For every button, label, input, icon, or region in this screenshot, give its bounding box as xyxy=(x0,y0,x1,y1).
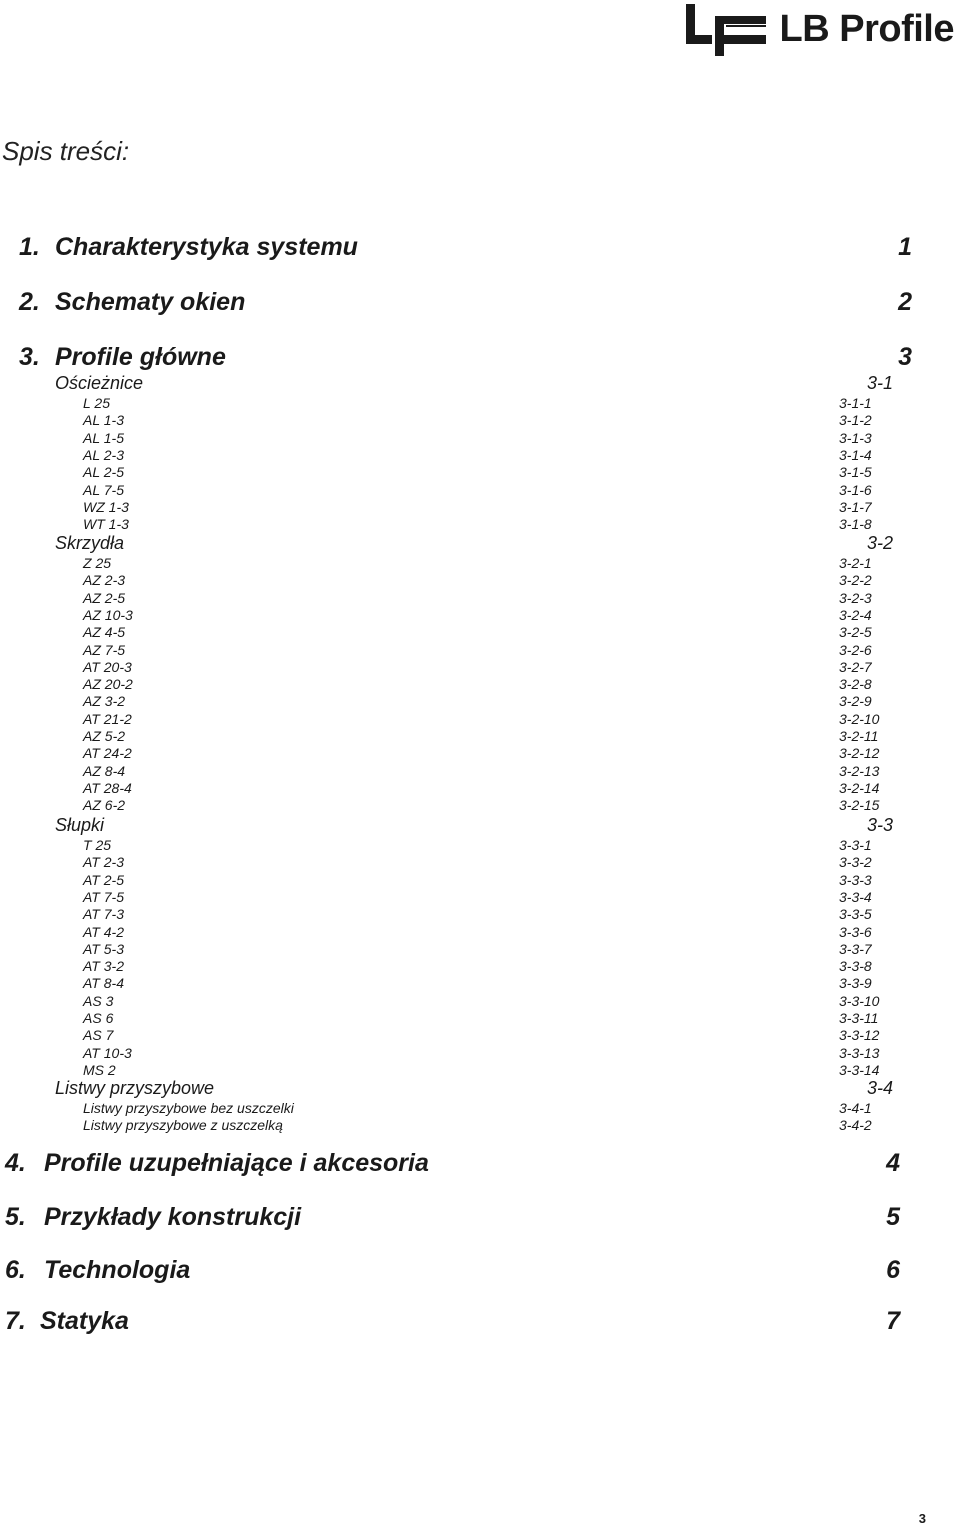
toc-section xyxy=(0,233,960,263)
toc-item xyxy=(0,958,960,975)
toc-item-page: 3-2-12 xyxy=(839,745,880,762)
toc-subsection-page: 3-1 xyxy=(867,373,894,393)
toc-item-page: 3-2-8 xyxy=(839,676,872,693)
toc-item-page: 3-1-3 xyxy=(839,429,872,446)
toc-item-page: 3-2-13 xyxy=(839,762,880,779)
toc-item-page: 3-4-1 xyxy=(839,1100,872,1116)
toc-section-title: Przykłady konstrukcji xyxy=(44,1203,302,1231)
toc-item-title: T 25 xyxy=(83,837,112,853)
toc-section-title: Schematy okien xyxy=(55,288,246,316)
toc-item xyxy=(0,1117,960,1134)
toc-item-title: AZ 8-4 xyxy=(83,762,126,779)
toc-item-title: AS 7 xyxy=(83,1027,114,1044)
toc-item-page: 3-3-13 xyxy=(839,1044,880,1061)
toc-item-page: 3-1-2 xyxy=(839,412,872,429)
toc-item xyxy=(0,1045,960,1062)
toc-subsection-page: 3-3 xyxy=(867,815,894,835)
toc-item-page: 3-2-5 xyxy=(839,624,872,641)
toc-section-title: Profile uzupełniające i akcesoria xyxy=(44,1149,429,1177)
toc-item-title: AT 4-2 xyxy=(83,923,124,940)
toc-item-page: 3-3-7 xyxy=(839,940,872,957)
toc-item xyxy=(0,464,960,481)
toc-item xyxy=(0,797,960,814)
toc-item-page: 3-4-2 xyxy=(839,1117,872,1134)
toc-item-title: AZ 20-2 xyxy=(83,676,133,693)
toc-item-title: AT 3-2 xyxy=(83,958,124,975)
toc-item-page: 3-1-6 xyxy=(839,481,872,498)
toc-item xyxy=(0,395,960,412)
toc-item xyxy=(0,837,960,854)
toc-item-title: AT 2-5 xyxy=(83,871,124,888)
toc-section-number: 2. xyxy=(19,288,40,316)
toc-item-page: 3-2-15 xyxy=(839,797,880,814)
toc-item-title: Listwy przyszybowe bez uszczelki xyxy=(83,1100,294,1116)
toc-item xyxy=(0,693,960,710)
toc-item-title: AZ 2-5 xyxy=(83,589,126,606)
toc-section xyxy=(0,1203,960,1233)
toc-item-page: 3-3-11 xyxy=(839,1010,879,1026)
toc-item-title: AT 7-3 xyxy=(83,906,124,923)
toc-item-title: WZ 1-3 xyxy=(83,498,129,515)
toc-item xyxy=(0,1100,960,1117)
toc-item xyxy=(0,889,960,906)
toc-item-page: 3-3-6 xyxy=(839,923,872,940)
toc-section-number: 5. xyxy=(5,1203,26,1231)
toc-subsection-title: Słupki xyxy=(55,815,105,835)
toc-section-page: 6 xyxy=(886,1256,900,1284)
toc-section-page: 3 xyxy=(898,343,912,371)
toc-item-page: 3-2-1 xyxy=(839,555,872,571)
toc-item-title: L 25 xyxy=(83,395,110,411)
toc-subsection-title: Listwy przyszybowe xyxy=(55,1078,215,1098)
toc-item xyxy=(0,745,960,762)
toc-section-title: Technologia xyxy=(44,1256,191,1284)
toc-item-title: AS 3 xyxy=(83,992,114,1009)
toc-item xyxy=(0,1062,960,1079)
toc-item-title: AL 2-3 xyxy=(83,446,124,463)
toc-item xyxy=(0,711,960,728)
toc-item-page: 3-2-11 xyxy=(839,728,879,744)
toc-section xyxy=(0,1256,960,1286)
toc-item-page: 3-2-14 xyxy=(839,779,880,796)
toc-item-page: 3-1-8 xyxy=(839,516,872,533)
toc-item xyxy=(0,924,960,941)
toc-section-number: 6. xyxy=(5,1256,26,1284)
toc-item xyxy=(0,975,960,992)
toc-section-page: 5 xyxy=(886,1203,900,1231)
toc-section-page: 7 xyxy=(886,1307,900,1335)
toc-item-title: Listwy przyszybowe z uszczelką xyxy=(83,1117,283,1134)
toc-item xyxy=(0,1027,960,1044)
toc-item-page: 3-3-2 xyxy=(839,854,872,871)
toc-item xyxy=(0,993,960,1010)
toc-item-title: AT 7-5 xyxy=(83,888,124,905)
toc-section-page: 2 xyxy=(898,288,912,316)
toc-item-page: 3-3-10 xyxy=(839,992,880,1009)
toc-title: Spis treści: xyxy=(2,136,130,166)
toc-section xyxy=(0,1149,960,1179)
toc-item-page: 3-3-1 xyxy=(839,837,872,853)
toc-item xyxy=(0,659,960,676)
toc-item-title: AZ 2-3 xyxy=(83,572,126,589)
toc-item xyxy=(0,482,960,499)
toc-item-page: 3-2-2 xyxy=(839,572,872,589)
toc-item-page: 3-2-7 xyxy=(839,658,872,675)
toc-item-page: 3-3-5 xyxy=(839,906,872,923)
toc-item-title: AS 6 xyxy=(83,1010,114,1026)
toc-subsection xyxy=(0,815,960,837)
toc-subsection-page: 3-2 xyxy=(867,533,894,553)
toc-item-page: 3-3-8 xyxy=(839,958,872,975)
toc-item xyxy=(0,555,960,572)
toc-subsection xyxy=(0,1078,960,1100)
toc-item-page: 3-1-5 xyxy=(839,464,872,481)
toc-item-page: 3-1-7 xyxy=(839,498,872,515)
toc-item xyxy=(0,642,960,659)
toc-item-page: 3-2-3 xyxy=(839,589,872,606)
toc-item-title: AL 2-5 xyxy=(83,464,124,481)
toc-item-title: MS 2 xyxy=(83,1061,116,1078)
toc-item-page: 3-2-9 xyxy=(839,693,872,710)
toc-item-page: 3-2-6 xyxy=(839,641,872,658)
brand-logo xyxy=(686,2,954,56)
toc-item-page: 3-1-1 xyxy=(839,395,872,411)
toc-section-number: 1. xyxy=(19,233,40,261)
toc-item-title: AZ 6-2 xyxy=(83,797,126,814)
toc-item xyxy=(0,447,960,464)
toc-subsection-title: Skrzydła xyxy=(55,533,125,553)
toc-item xyxy=(0,516,960,533)
toc-item-title: WT 1-3 xyxy=(83,516,129,533)
toc-section-page: 4 xyxy=(886,1149,900,1177)
toc-item-title: AT 10-3 xyxy=(83,1044,132,1061)
toc-item-page: 3-3-3 xyxy=(839,871,872,888)
toc-item xyxy=(0,941,960,958)
toc-item-page: 3-1-4 xyxy=(839,446,872,463)
toc-section-number: 7. xyxy=(5,1307,26,1335)
toc-item-title: AT 2-3 xyxy=(83,854,124,871)
toc-item xyxy=(0,780,960,797)
toc-item xyxy=(0,763,960,780)
toc-item-title: AT 5-3 xyxy=(83,940,124,957)
toc-item xyxy=(0,607,960,624)
toc-item-title: AZ 10-3 xyxy=(83,606,133,623)
toc-item xyxy=(0,854,960,871)
toc-item xyxy=(0,728,960,745)
toc-item-title: AL 1-5 xyxy=(83,429,124,446)
toc-item xyxy=(0,676,960,693)
toc-item-page: 3-3-9 xyxy=(839,975,872,992)
toc-section-title: Statyka xyxy=(40,1307,129,1335)
toc-item-title: AL 1-3 xyxy=(83,412,124,429)
toc-item-title: AT 21-2 xyxy=(83,710,132,727)
toc-item-title: AT 20-3 xyxy=(83,658,132,675)
toc-item-title: AZ 4-5 xyxy=(83,624,126,641)
toc-item xyxy=(0,906,960,923)
toc-item-title: AT 28-4 xyxy=(83,779,132,796)
toc-item-title: AZ 5-2 xyxy=(83,728,126,744)
toc-item xyxy=(0,1010,960,1027)
toc-item xyxy=(0,872,960,889)
toc-section-title: Charakterystyka systemu xyxy=(55,233,358,261)
toc-item-title: AL 7-5 xyxy=(83,481,124,498)
toc-item-page: 3-3-12 xyxy=(839,1027,880,1044)
toc-section-number: 4. xyxy=(5,1149,26,1177)
toc-item-title: AT 24-2 xyxy=(83,745,132,762)
toc-section-page: 1 xyxy=(898,233,912,261)
toc-item xyxy=(0,412,960,429)
toc-item-page: 3-2-10 xyxy=(839,710,880,727)
toc-section xyxy=(0,343,960,373)
toc-item xyxy=(0,572,960,589)
toc-subsection-title: Ościeżnice xyxy=(55,373,144,393)
lb-logo-icon xyxy=(686,2,766,56)
toc-section-title: Profile główne xyxy=(55,343,226,371)
toc-item-page: 3-3-14 xyxy=(839,1061,880,1078)
toc-item-page: 3-3-4 xyxy=(839,888,872,905)
toc-item-title: AZ 7-5 xyxy=(83,641,126,658)
toc-item xyxy=(0,430,960,447)
toc-item xyxy=(0,590,960,607)
toc-item-title: AT 8-4 xyxy=(83,975,124,992)
brand-name: LB Profile xyxy=(779,7,954,50)
toc-subsection-page: 3-4 xyxy=(867,1078,894,1098)
toc-item-title: AZ 3-2 xyxy=(83,693,126,710)
toc-section xyxy=(0,288,960,318)
toc-item-page: 3-2-4 xyxy=(839,606,872,623)
toc-section-number: 3. xyxy=(19,343,40,371)
page-number: 3 xyxy=(918,1511,926,1526)
toc-item-title: Z 25 xyxy=(83,555,112,571)
toc-subsection xyxy=(0,373,960,395)
toc-subsection xyxy=(0,533,960,555)
toc-item xyxy=(0,499,960,516)
toc-item xyxy=(0,624,960,641)
toc-section xyxy=(0,1307,960,1337)
